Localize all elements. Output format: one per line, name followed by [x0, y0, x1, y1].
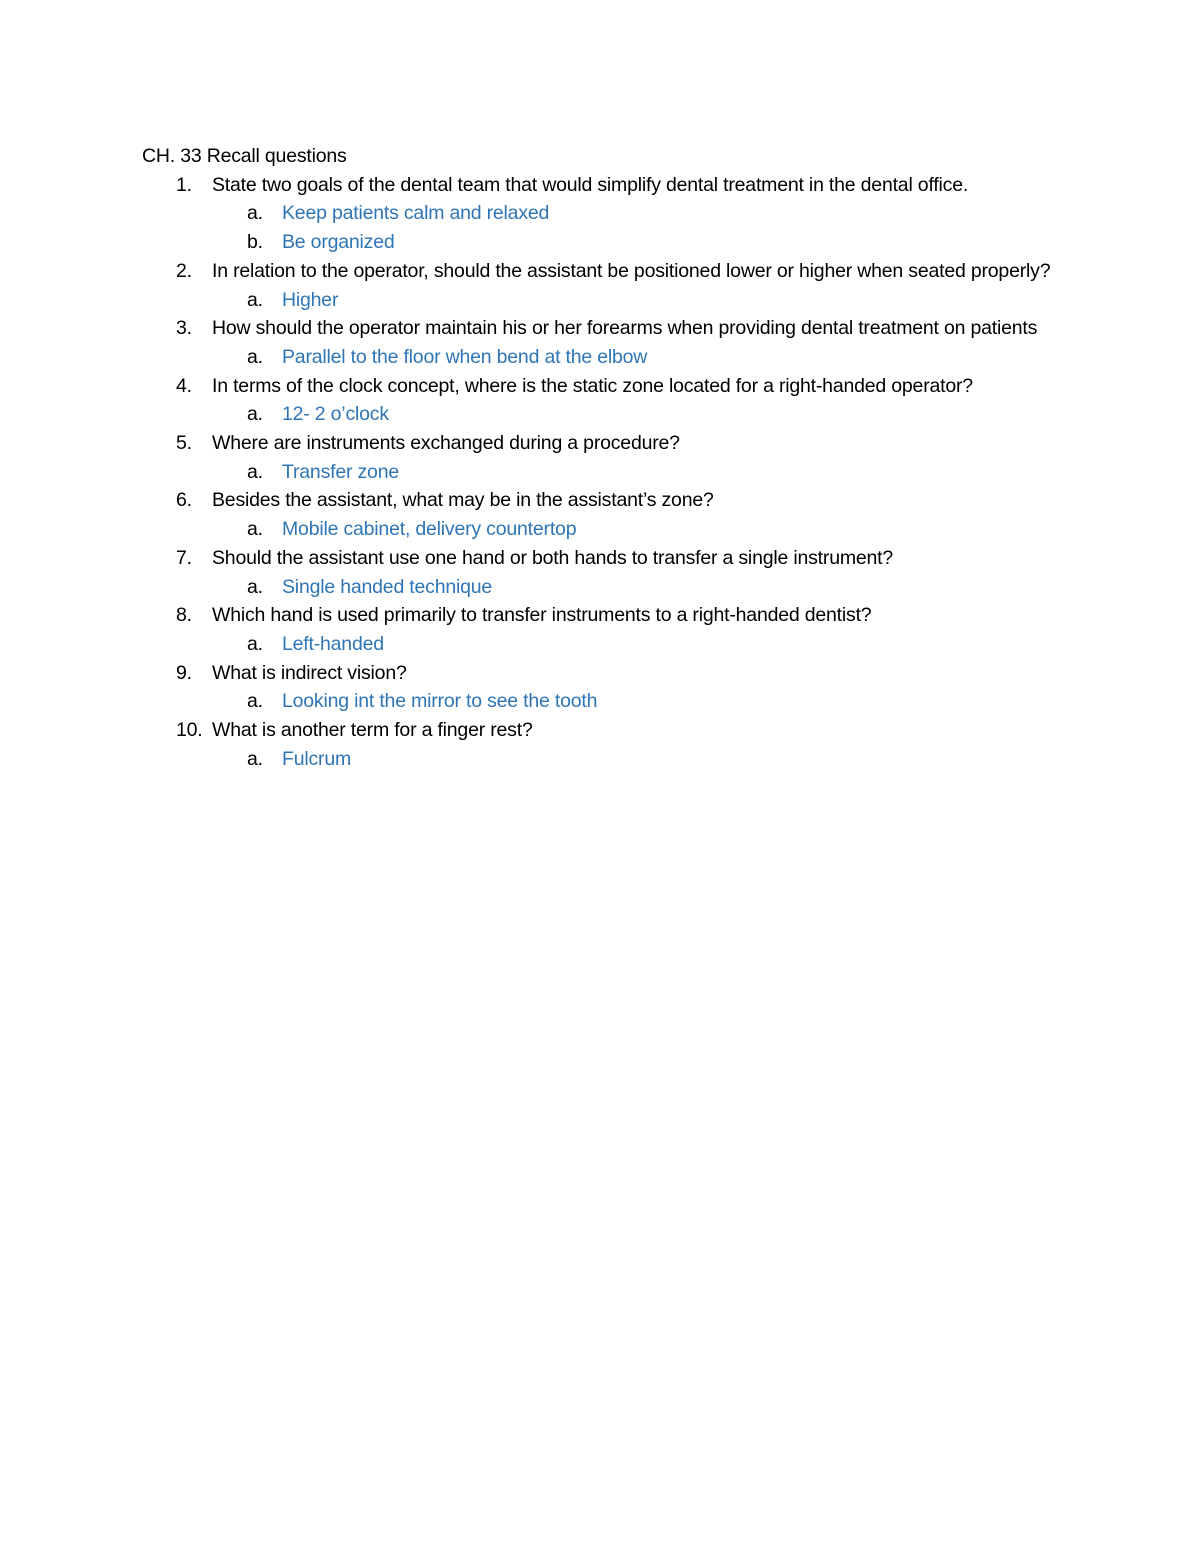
question-text: In relation to the operator, should the assistant be positioned lower or higher when seated properly?: [212, 259, 1051, 282]
question-number: 1.: [176, 173, 192, 196]
question-number: 9.: [176, 661, 192, 684]
answer-text: 12- 2 o’clock: [282, 403, 389, 426]
question-text: How should the operator maintain his or her forearms when providing dental treatment on patients: [212, 317, 1038, 340]
answer-letter: a.: [247, 632, 263, 655]
answer-letter: a.: [247, 518, 263, 541]
answer-item: [212, 199, 1062, 228]
question-item: [142, 659, 1062, 716]
answer-item: [212, 630, 1062, 659]
document-content: [142, 142, 1062, 773]
answer-text: Keep patients calm and relaxed: [282, 202, 550, 225]
question-item: [142, 544, 1062, 601]
answer-item: [212, 573, 1062, 602]
document-title: CH. 33 Recall questions: [142, 145, 347, 167]
answer-letter: a.: [247, 747, 263, 770]
answer-letter: a.: [247, 288, 263, 311]
question-text: In terms of the clock concept, where is the static zone located for a right-handed operator?: [212, 374, 973, 397]
answer-letter: a.: [247, 403, 263, 426]
answer-text: Higher: [282, 288, 339, 311]
question-list: [142, 171, 1062, 774]
answer-item: [212, 458, 1062, 487]
question-text: Where are instruments exchanged during a procedure?: [212, 432, 680, 455]
answer-letter: a.: [247, 690, 263, 713]
answer-item: [212, 400, 1062, 429]
question-number: 8.: [176, 604, 192, 627]
answer-letter: a.: [247, 345, 263, 368]
question-item: [142, 171, 1062, 257]
answer-text: Looking int the mirror to see the tooth: [282, 690, 598, 713]
question-item: [142, 601, 1062, 658]
answer-letter: a.: [247, 575, 263, 598]
question-number: 6.: [176, 489, 192, 512]
question-number: 7.: [176, 546, 192, 569]
question-text: What is indirect vision?: [212, 661, 407, 684]
question-item: [142, 257, 1062, 314]
question-number: 10.: [176, 719, 203, 742]
answer-list: [212, 745, 1062, 774]
answer-list: [212, 687, 1062, 716]
answer-list: [212, 286, 1062, 315]
answer-item: [212, 228, 1062, 257]
answer-item: [212, 343, 1062, 372]
question-text: Which hand is used primarily to transfer instruments to a right-handed dentist?: [212, 604, 872, 627]
answer-text: Left-handed: [282, 632, 384, 655]
question-number: 5.: [176, 432, 192, 455]
answer-text: Transfer zone: [282, 460, 399, 483]
question-text: What is another term for a finger rest?: [212, 719, 533, 742]
answer-list: [212, 630, 1062, 659]
answer-list: [212, 458, 1062, 487]
answer-list: [212, 515, 1062, 544]
answer-letter: b.: [247, 231, 263, 254]
answer-letter: a.: [247, 202, 263, 225]
answer-text: Be organized: [282, 231, 395, 254]
answer-letter: a.: [247, 460, 263, 483]
answer-item: [212, 286, 1062, 315]
question-text: State two goals of the dental team that would simplify dental treatment in the dental office.: [212, 173, 969, 196]
question-item: [142, 486, 1062, 543]
answer-item: [212, 687, 1062, 716]
answer-list: [212, 199, 1062, 256]
answer-list: [212, 343, 1062, 372]
answer-text: Mobile cabinet, delivery countertop: [282, 518, 577, 541]
question-item: [142, 716, 1062, 773]
answer-text: Fulcrum: [282, 747, 352, 770]
question-item: [142, 314, 1062, 371]
question-item: [142, 429, 1062, 486]
answer-list: [212, 400, 1062, 429]
question-number: 4.: [176, 374, 192, 397]
question-number: 2.: [176, 259, 192, 282]
question-item: [142, 372, 1062, 429]
question-number: 3.: [176, 317, 192, 340]
question-text: Besides the assistant, what may be in the assistant’s zone?: [212, 489, 714, 512]
question-text: Should the assistant use one hand or both hands to transfer a single instrument?: [212, 546, 894, 569]
answer-item: [212, 515, 1062, 544]
answer-text: Parallel to the floor when bend at the elbow: [282, 345, 648, 368]
answer-text: Single handed technique: [282, 575, 493, 598]
answer-list: [212, 573, 1062, 602]
answer-item: [212, 745, 1062, 774]
